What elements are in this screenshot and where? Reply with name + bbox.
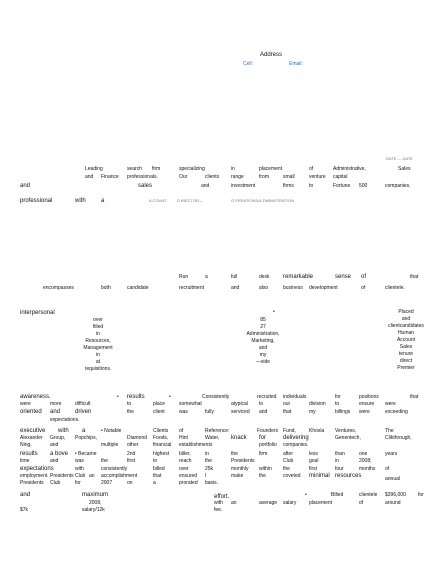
word: resources xyxy=(335,473,362,479)
word: billings xyxy=(335,409,351,415)
word: maximum xyxy=(82,492,109,498)
word: Founders xyxy=(257,428,279,434)
word: in xyxy=(335,458,339,464)
word: years xyxy=(385,451,398,457)
word: candidate xyxy=(127,285,149,291)
word: 500 xyxy=(359,183,368,189)
word: business xyxy=(283,285,303,291)
word: recruitment xyxy=(179,285,205,291)
word: for xyxy=(335,394,341,400)
col-word: Account xyxy=(396,337,416,343)
word: goal xyxy=(309,458,319,464)
word: venture xyxy=(309,174,326,180)
word: 25k xyxy=(205,466,214,472)
word: to xyxy=(335,401,340,407)
word: capital xyxy=(333,174,348,180)
word: basis. xyxy=(205,480,219,486)
word: The xyxy=(385,428,394,434)
word: months xyxy=(359,466,376,472)
col-word: filled xyxy=(92,324,104,330)
word: knack xyxy=(231,435,247,441)
word: Administrative, xyxy=(333,166,366,172)
word: 2008, xyxy=(89,500,102,506)
word: encompasses xyxy=(43,285,74,291)
word: of xyxy=(309,166,314,172)
word: a xyxy=(101,198,105,204)
word: sales xyxy=(138,183,153,189)
word: with xyxy=(214,500,223,506)
word: less xyxy=(309,451,318,457)
word: Reference: xyxy=(205,428,230,434)
col-word: Management xyxy=(83,345,113,351)
word: and xyxy=(20,183,31,189)
word: results xyxy=(127,394,145,400)
word: Fund, xyxy=(283,428,296,434)
word: of xyxy=(361,274,367,280)
col-word: requisitions. xyxy=(84,366,112,372)
word: and xyxy=(50,442,59,448)
word: salary xyxy=(283,500,297,506)
word: oriented xyxy=(20,409,42,415)
word: after xyxy=(283,451,294,457)
word: with xyxy=(58,428,69,434)
word: 2nd xyxy=(127,451,136,457)
word: serviced xyxy=(231,409,250,415)
col-word: 85 xyxy=(260,317,266,323)
col-word: Administration, xyxy=(246,331,280,337)
col-word: —xide xyxy=(255,359,271,365)
word: sense xyxy=(335,274,352,280)
word: our xyxy=(283,401,291,407)
word: employment. xyxy=(20,473,49,479)
job-title-part: A COUNT xyxy=(149,198,167,203)
word: biller, xyxy=(179,451,191,457)
word: Water, xyxy=(205,435,220,441)
word: for xyxy=(75,480,81,486)
email-label: Email: xyxy=(289,61,303,67)
word: annual xyxy=(385,476,401,482)
word: exceeding xyxy=(385,409,408,415)
word: firms xyxy=(283,183,294,189)
word: multiple xyxy=(101,442,119,448)
word: recruited xyxy=(257,394,277,400)
word: Khosla xyxy=(309,428,325,434)
word: Club xyxy=(283,458,294,464)
word: clients xyxy=(205,174,220,180)
word: an xyxy=(89,473,95,479)
word: that xyxy=(410,274,419,280)
word: clientele xyxy=(359,492,378,498)
word: other xyxy=(127,442,139,448)
word: around xyxy=(385,500,401,506)
word: make xyxy=(231,473,244,479)
word: Club xyxy=(75,473,86,479)
word: that xyxy=(410,394,419,400)
word: clientele. xyxy=(385,285,405,291)
word: on xyxy=(127,480,133,486)
word: desk xyxy=(259,274,270,280)
word: over xyxy=(179,466,189,472)
bullet: • xyxy=(273,309,275,315)
word: $396,000 xyxy=(385,492,406,498)
word: prorated xyxy=(179,480,198,486)
word: for xyxy=(418,492,424,498)
word: Clikthrough, xyxy=(385,435,412,441)
word: coveted xyxy=(283,473,301,479)
word: and xyxy=(231,285,240,291)
word: expectations xyxy=(20,466,54,472)
word: were xyxy=(20,401,31,407)
col-word: Premier xyxy=(397,365,415,371)
word: from xyxy=(259,174,269,180)
word: to xyxy=(153,458,158,464)
word: effort. xyxy=(214,494,230,500)
word: awareness. xyxy=(20,394,51,400)
col-word: in xyxy=(96,352,100,358)
word: search xyxy=(127,166,143,172)
word: placement xyxy=(309,500,333,506)
word: a xyxy=(153,480,156,486)
col-word: and xyxy=(258,345,268,351)
word: professionals. xyxy=(127,174,158,180)
word: Our xyxy=(179,174,188,180)
word: establishments xyxy=(179,442,213,448)
word: investment xyxy=(231,183,256,189)
word: Hint xyxy=(179,435,188,441)
word: minimal xyxy=(309,473,330,479)
word: the xyxy=(231,451,238,457)
word: that xyxy=(153,473,162,479)
col-word: Placed xyxy=(398,309,414,315)
word: and xyxy=(50,458,59,464)
word: I xyxy=(205,473,207,479)
word: Alexander xyxy=(20,435,43,441)
word: $7k xyxy=(20,507,29,513)
col-word: at xyxy=(95,359,101,365)
word: with xyxy=(75,466,84,472)
word: billed xyxy=(153,466,165,472)
word: executive xyxy=(20,428,46,434)
word: Presidents xyxy=(20,480,44,486)
word: to xyxy=(127,401,132,407)
word: both xyxy=(101,285,111,291)
word: fee. xyxy=(214,507,223,513)
word: for xyxy=(259,435,267,441)
word: driven xyxy=(75,409,92,415)
word: Foods, xyxy=(153,435,169,441)
word: than xyxy=(335,451,345,457)
col-word: direct xyxy=(399,358,413,364)
col-word: tenure xyxy=(398,351,414,357)
word: of xyxy=(385,466,390,472)
word: was xyxy=(75,458,84,464)
word: positions xyxy=(359,394,379,400)
word: placement xyxy=(259,166,283,172)
word: place xyxy=(153,401,165,407)
interpersonal-label: interpersonal xyxy=(20,310,55,316)
word: Genentech, xyxy=(335,435,361,441)
word: results xyxy=(20,451,38,457)
address-label: Address xyxy=(260,52,283,58)
word: 2008; xyxy=(359,458,372,464)
word: the xyxy=(101,458,108,464)
word: a xyxy=(205,274,208,280)
col-word: Sales xyxy=(399,344,413,350)
word: difficult xyxy=(75,401,91,407)
col-word: Marketing, xyxy=(251,338,275,344)
word: • xyxy=(169,394,171,400)
col-word: over xyxy=(93,317,103,323)
word: to xyxy=(259,401,264,407)
word: an xyxy=(231,500,237,506)
word: division xyxy=(309,401,326,407)
col-word: in xyxy=(96,331,100,337)
word: firm xyxy=(259,451,268,457)
word: more xyxy=(50,401,62,407)
word: monthly xyxy=(231,466,249,472)
word: 2007 xyxy=(101,480,113,486)
word: of xyxy=(179,428,184,434)
date-range: DATE — DATE xyxy=(386,156,413,161)
word: my xyxy=(309,409,316,415)
word: Popchips, xyxy=(75,435,97,441)
word: small xyxy=(283,174,295,180)
job-title-part: O PERATIONS/A DMINISTRATION xyxy=(231,198,294,203)
col-word: my xyxy=(259,352,267,358)
word: specializing xyxy=(179,166,205,172)
word: one xyxy=(359,451,368,457)
word: the xyxy=(259,473,266,479)
col-word: Resources, xyxy=(85,338,111,344)
word: • xyxy=(117,394,119,400)
word: Presidents xyxy=(50,473,74,479)
word: remarkable xyxy=(283,274,314,280)
word: ensure xyxy=(359,401,375,407)
word: Leading xyxy=(85,166,103,172)
word: first xyxy=(127,458,136,464)
word: accomplishment xyxy=(101,473,138,479)
word: expectations. xyxy=(50,417,80,423)
word: first xyxy=(309,466,318,472)
word: Sales xyxy=(398,166,411,172)
word: that xyxy=(283,409,292,415)
word: also xyxy=(259,285,269,291)
word: • Became xyxy=(75,451,97,457)
word: Clients xyxy=(153,428,169,434)
word: development xyxy=(309,285,338,291)
word: average xyxy=(259,500,278,506)
job-title-part: D IRECTOR— xyxy=(177,198,203,203)
word: and xyxy=(50,409,61,415)
word: somewhat xyxy=(179,401,202,407)
word: of xyxy=(359,500,364,506)
word: • xyxy=(305,492,307,498)
word: were xyxy=(359,409,370,415)
word: Club xyxy=(50,480,61,486)
word: time xyxy=(20,458,30,464)
word: were xyxy=(385,401,396,407)
word: atypical xyxy=(231,401,248,407)
col-word: clientcandidates xyxy=(388,323,424,329)
word: • Notable xyxy=(101,428,122,434)
word: and xyxy=(85,174,94,180)
word: with xyxy=(75,198,86,204)
col-word: 27 xyxy=(260,324,266,330)
word: range xyxy=(231,174,244,180)
word: and xyxy=(259,409,268,415)
word: fully xyxy=(205,409,214,415)
word: Ning, xyxy=(20,442,32,448)
word: Run xyxy=(179,274,189,280)
word: companies. xyxy=(385,183,411,189)
cell-label: Cell: xyxy=(243,61,254,67)
word: Fortune xyxy=(333,183,351,189)
word: delivering xyxy=(283,435,309,441)
word: salary/12k xyxy=(82,507,105,513)
word: Billed xyxy=(331,492,344,498)
word: to xyxy=(309,183,314,189)
word: reach xyxy=(179,458,192,464)
word: a xyxy=(82,428,86,434)
word: four xyxy=(335,466,344,472)
word: Presidents xyxy=(231,458,255,464)
word: financial xyxy=(153,442,172,448)
word: full xyxy=(231,274,238,280)
word: Finance xyxy=(101,174,119,180)
word: highest xyxy=(153,451,170,457)
word: Consistently xyxy=(202,394,230,400)
word: Group, xyxy=(50,435,66,441)
word: was xyxy=(179,409,188,415)
word: companies. xyxy=(283,442,309,448)
word: the xyxy=(205,458,212,464)
col-word: Human xyxy=(397,330,415,336)
word: a bove xyxy=(50,451,69,457)
word: consistently xyxy=(101,466,128,472)
word: and xyxy=(201,183,210,189)
word: individuals xyxy=(283,394,307,400)
word: Ventures, xyxy=(335,428,357,434)
col-word: and xyxy=(401,316,411,322)
word: portfolio xyxy=(259,442,277,448)
word: ensured xyxy=(179,473,198,479)
word: of xyxy=(361,285,366,291)
word: in xyxy=(205,451,209,457)
word: professional xyxy=(20,198,53,204)
word: the xyxy=(283,466,290,472)
word: the xyxy=(127,409,134,415)
word: client xyxy=(153,409,165,415)
word: Diamond xyxy=(127,435,148,441)
word: within xyxy=(259,466,272,472)
word: in xyxy=(231,166,235,172)
word: firm xyxy=(152,166,161,172)
word: and xyxy=(20,492,31,498)
